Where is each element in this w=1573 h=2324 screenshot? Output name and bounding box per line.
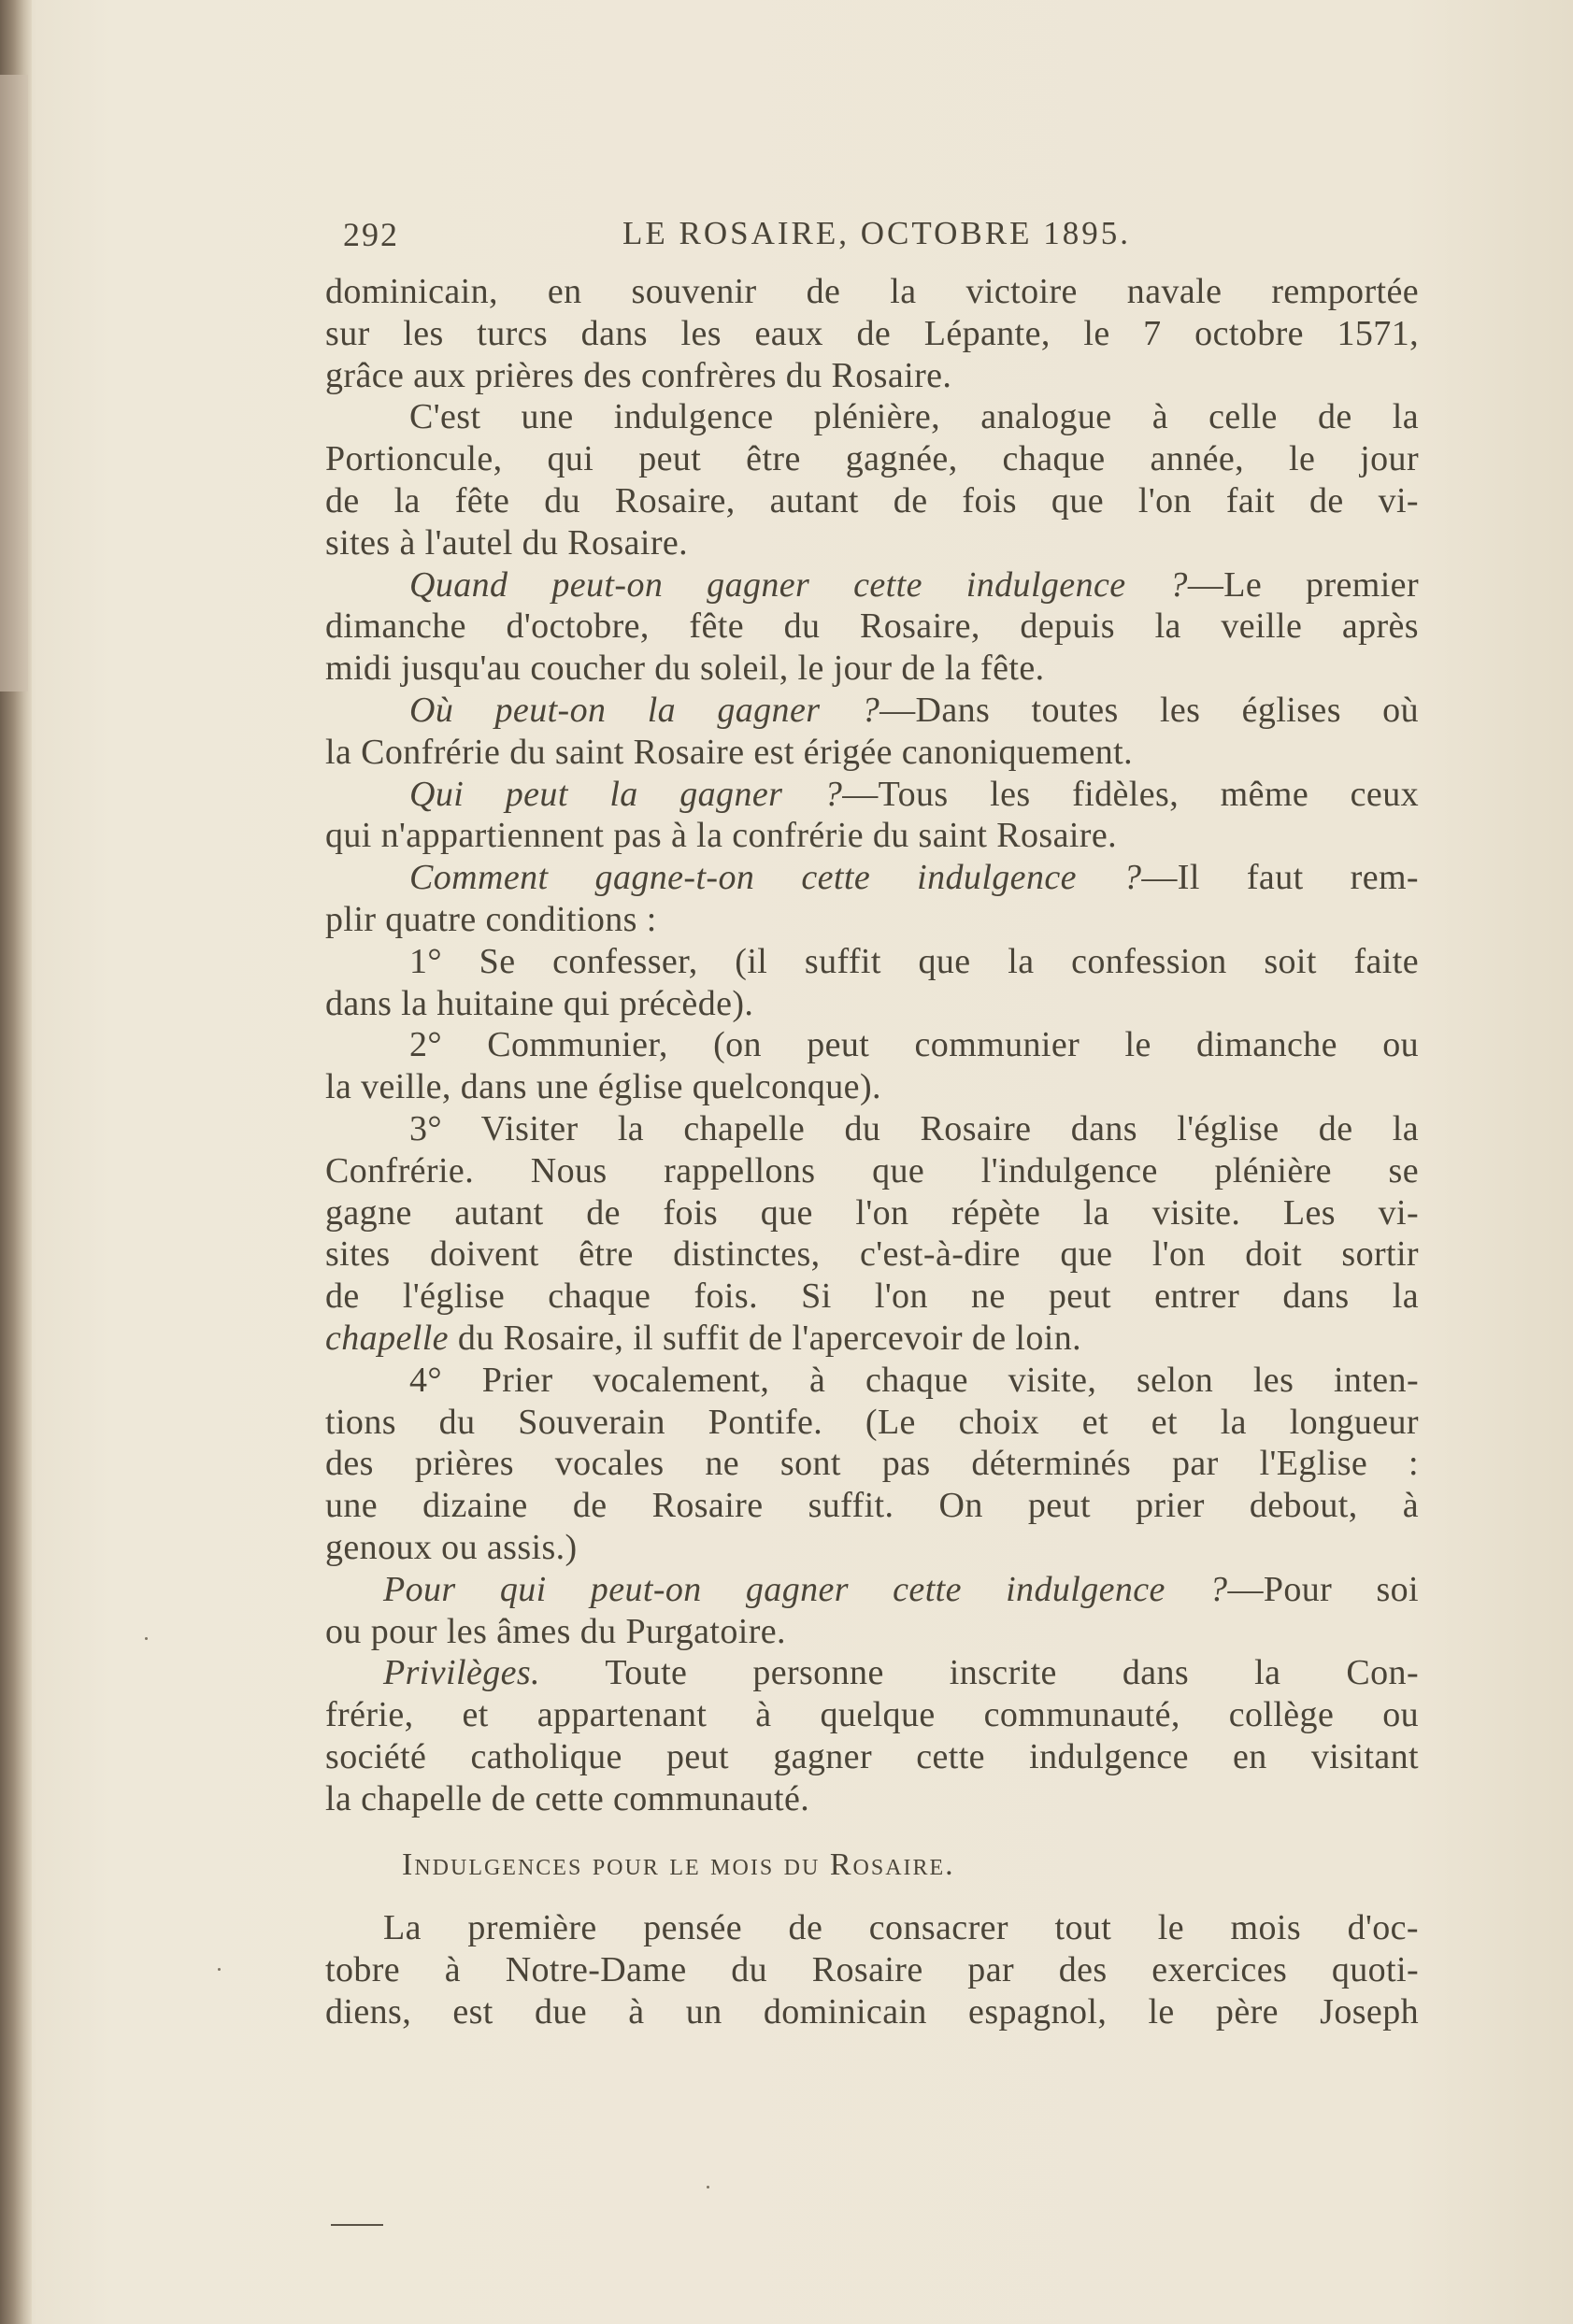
condition-line: 2° Communier, (on peut communier le dimanche ou [409,1025,1419,1065]
text-line [325,1318,1419,1360]
text-line: de l'église chaque fois. Si l'on ne peut entrer dans la [325,1276,1419,1317]
book-spine-edge [0,0,32,2324]
text-line: une dizaine de Rosaire suffit. On peut prier debout, à [325,1486,1419,1526]
condition-line: 1° Se confesser, (il suffit que la confession soit faite [409,941,1419,981]
text-line: C'est une indulgence plénière, analogue à celle de la [409,397,1419,437]
question-line [325,564,1419,606]
footer-rule [331,2224,383,2226]
paper-speck [707,2186,709,2189]
question-italic: Comment gagne-t-on cette indulgence ? [409,858,1142,898]
question-line [325,774,1419,816]
text-line: sites à l'autel du Rosaire. [325,522,689,563]
text-line: société catholique peut gagner cette indulgence en visitant [325,1736,1419,1776]
text-line: ou pour les âmes du Purgatoire. [325,1611,786,1651]
running-head [325,207,1419,258]
answer-text: —Tous les fidèles, même ceux [842,774,1419,814]
page-content [325,207,1419,2033]
paper-speck [218,1968,221,1971]
question-line [325,857,1419,899]
text-line: tions du Souverain Pontife. (Le choix et et la longueur [325,1402,1419,1442]
text-line: la veille, dans une église quelconque). [325,1067,881,1107]
question-line [325,1569,1419,1611]
answer-text: —Il faut rem- [1141,858,1419,898]
privileges-italic: Privilèges. [383,1653,540,1693]
condition-line: 3° Visiter la chapelle du Rosaire dans l'église de la [409,1108,1419,1148]
text-line: plir quatre conditions : [325,899,657,939]
paper-speck [145,1637,148,1640]
text-line: qui n'appartiennent pas à la confrérie du saint Rosaire. [325,816,1118,856]
text-line: genoux ou assis.) [325,1527,578,1567]
text-line: frérie, et appartenant à quelque communauté, collège ou [325,1695,1419,1735]
answer-text: —Le premier [1187,564,1420,605]
closing-paragraph [325,1907,1419,2032]
text-line: la chapelle de cette communauté. [325,1778,810,1818]
text-line: la Confrérie du saint Rosaire est érigée canoniquement. [325,732,1134,772]
question-italic: Quand peut-on gagner cette indulgence ? [409,564,1188,605]
line-rest: Toute personne inscrite dans la Con- [539,1653,1419,1693]
text-line: diens, est due à un dominicain espagnol, le père Joseph [325,1992,1419,2032]
text-line: tobre à Notre-Dame du Rosaire par des exercices quoti- [325,1950,1419,1990]
text-line: La première pensée de consacrer tout le mois d'oc- [383,1908,1419,1948]
answer-text: —Dans toutes les églises où [879,690,1419,730]
italic-word: chapelle [325,1318,449,1358]
text-line: grâce aux prières des confrères du Rosaire. [325,355,952,395]
text-line: sur les turcs dans les eaux de Lépante, le 7 octobre 1571, [325,313,1419,353]
text-line: de la fête du Rosaire, autant de fois que l'on fait de vi- [325,480,1419,520]
section-heading: Indulgences pour le mois du Rosaire. [402,1847,955,1883]
privileges-line [325,1652,1419,1694]
text-line: midi jusqu'au coucher du soleil, le jour de la fête. [325,649,1045,689]
line-rest: du Rosaire, il suffit de l'apercevoir de loin. [448,1318,1082,1358]
condition-line: 4° Prier vocalement, à chaque visite, selon les inten- [409,1360,1419,1400]
text-line: des prières vocales ne sont pas déterminés par l'Eglise : [325,1444,1419,1484]
text-line: Portioncule, qui peut être gagnée, chaque année, le jour [325,439,1419,479]
body-text [325,271,1419,1819]
spine-label-paper [0,75,28,691]
text-line: dimanche d'octobre, fête du Rosaire, depuis la veille après [325,606,1419,647]
question-italic: Où peut-on la gagner ? [409,690,880,730]
question-line [325,690,1419,732]
journal-title: LE ROSAIRE, OCTOBRE 1895. [622,215,1131,251]
text-line: dominicain, en souvenir de la victoire navale remportée [325,272,1419,311]
text-line: sites doivent être distinctes, c'est-à-dire que l'on doit sortir [325,1234,1419,1275]
text-line: gagne autant de fois que l'on répète la visite. Les vi- [325,1192,1419,1233]
text-line: dans la huitaine qui précède). [325,983,754,1023]
answer-text: —Pour soi [1227,1569,1419,1609]
question-italic: Pour qui peut-on gagner cette indulgence ? [383,1569,1228,1609]
page-number: 292 [343,216,399,253]
question-italic: Qui peut la gagner ? [409,774,843,814]
text-line: Confrérie. Nous rappellons que l'indulgence plénière se [325,1150,1419,1191]
